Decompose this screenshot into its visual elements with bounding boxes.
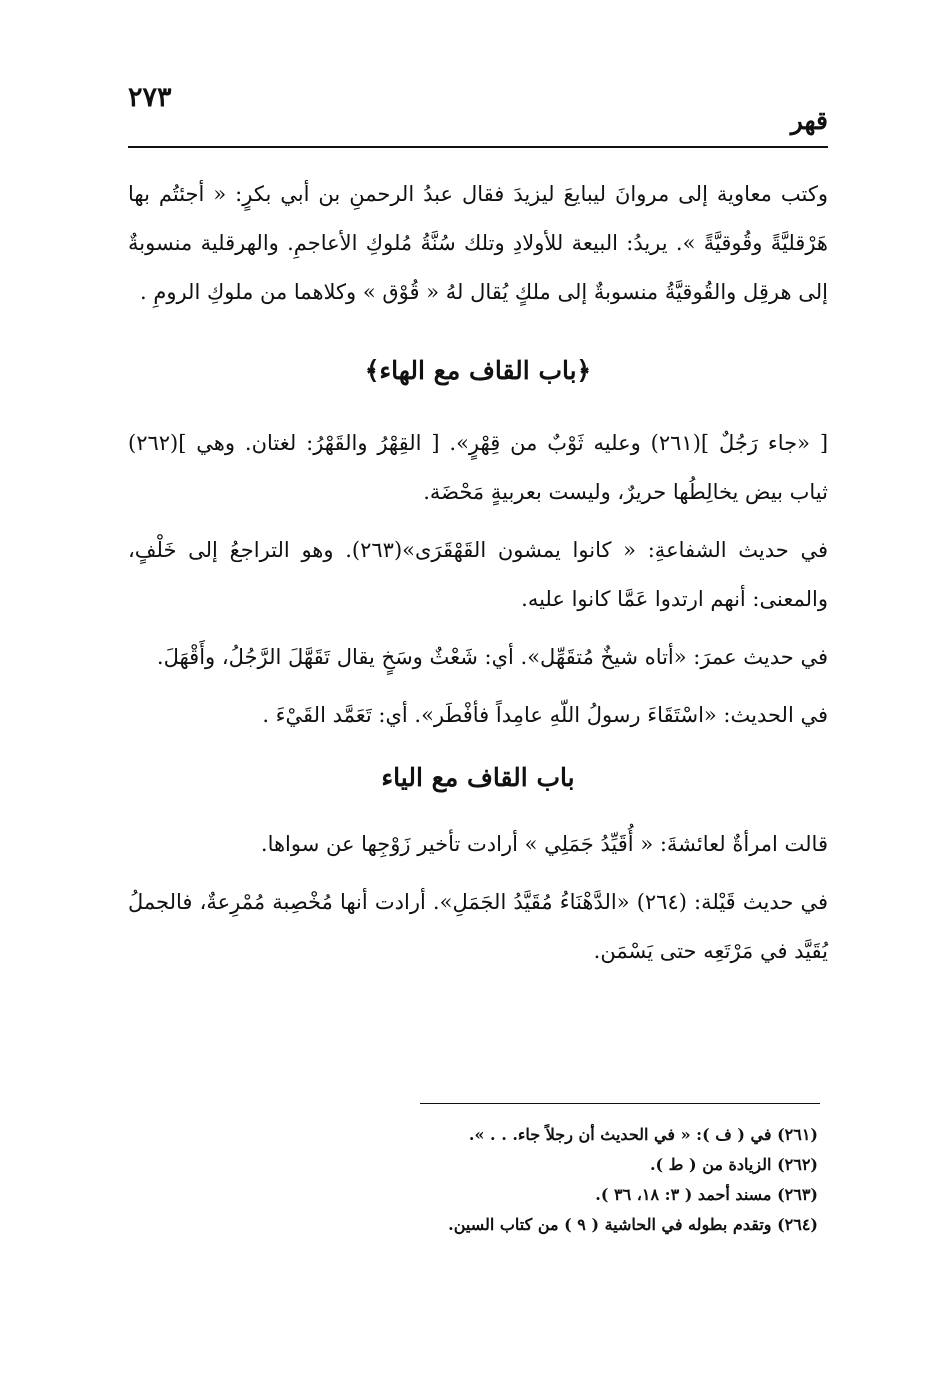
paragraph: [ «جاء رَجُلٌ ](٢٦١) وعليه ثَوْبٌ من قِهْرٍ». [ القِهْرُ والقَهْرُ: لغتان. وهي ](٢٦٢) ثياب بيض يخالِطُها حريرٌ، وليست بعربيةٍ مَحْضَة. (128, 431, 829, 504)
paragraph: في الحديث: «اسْتَقَاءَ رسولُ اللّهِ عامِداً فأفْطَر». أي: تَعَمَّد القَيْءَ . (262, 703, 828, 727)
footnote: (٢٦٣) مسند أحمد ( ٣: ١٨، ٣٦ ). (595, 1185, 818, 1204)
footnote: (٢٦١) في ( ف ): « في الحديث أن رجلاً جاء. . . ». (468, 1125, 818, 1144)
paragraph: في حديث الشفاعةِ: « كانوا يمشون القَهْقَرَى»(٢٦٣). وهو التراجعُ إلى خَلْفٍ، والمعنى: أنهم ارتدوا عَمَّا كانوا عليه. (128, 538, 829, 611)
section-heading: باب القاف مع الياء (381, 763, 575, 792)
paragraph: وكتب معاوية إلى مروانَ ليبايعَ ليزيدَ فقال عبدُ الرحمنِ بن أبي بكرٍ: « أجئتُم بها هَرْقليَّةً وقُوقيَّةً ». يريدُ: البيعة للأولادِ وتلك سُنَّةُ مُلوكِ الأعاجمِ. والهرقلية منسوبةٌ إلى هرقِل والقُوقيَّةُ منسوبةٌ إلى ملكٍ يُقال لهُ « قُوْق » وكلاهما من ملوكِ الرومِ . (128, 182, 828, 304)
footnote: (٢٦٢) الزيادة من ( ط ). (649, 1155, 818, 1174)
footnote-rule (420, 1103, 820, 1104)
root-word-header: قهر (790, 106, 828, 135)
running-head (128, 70, 828, 148)
footnote: (٢٦٤) وتقدم بطوله في الحاشية ( ٩ ) من كتاب السين. (448, 1215, 818, 1234)
header-rule (128, 146, 828, 148)
paragraph: في حديث عمرَ: «أتاه شيخٌ مُتقَهِّل». أي: شَعْثٌ وسَخٍ يقال تَقَهَّلَ الرَّجُلُ، وأَقْهَلَ. (156, 645, 828, 669)
footnotes (128, 1120, 818, 1240)
page-body (128, 170, 828, 985)
section-heading: ﴿باب القاف مع الهاء﴾ (364, 356, 592, 385)
paragraph: في حديث قَيْلة: (٢٦٤) «الدَّهْنَاءُ مُقَيَّدُ الجَمَلِ». أرادت أنها مُخْصِبة مُمْرِعةٌ، فالجملُ يُقَيَّد في مَرْتَعِه حتى يَسْمَن. (128, 890, 828, 963)
page-number: ٢٧٣ (128, 82, 172, 113)
paragraph: قالت امرأةٌ لعائشةَ: « أُقَيِّدُ جَمَلِي » أرادت تأخير زَوْجِها عن سواها. (260, 832, 828, 856)
